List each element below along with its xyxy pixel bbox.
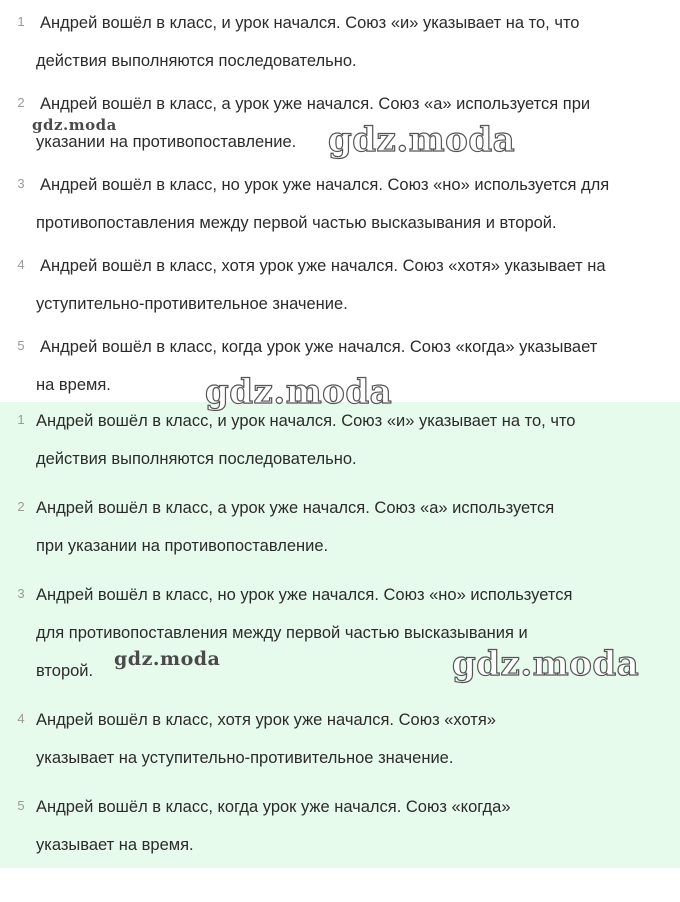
item-text-line: противопоставления между первой частью высказывания и второй. [36,214,557,232]
item-number: 4 [17,711,25,726]
item-number: 1 [17,14,25,29]
watermark-logo: gdz.moda [205,372,393,412]
item-text-line: указании на противопоставление. [36,133,297,151]
item-text-line: указывает на уступительно-противительное значение. [36,749,454,767]
item-text-line: при указании на противопоставление. [36,537,329,555]
watermark-logo: gdz.moda [328,120,516,160]
item-text-line: Андрей вошёл в класс, и урок начался. Союз «и» указывает на то, что [36,412,576,430]
item-text-line: Андрей вошёл в класс, но урок уже начался. Союз «но» используется [36,586,573,604]
watermark-logo: gdz.moda [32,116,117,134]
watermark-logo: gdz.moda [114,648,221,670]
item-text-line: Андрей вошёл в класс, а урок уже начался. Союз «а» используется при [40,95,591,113]
item-number: 3 [17,176,25,191]
item-text-line: действия выполняются последовательно. [36,450,357,468]
item-text-line: указывает на время. [36,836,194,854]
item-number: 3 [17,586,25,601]
answer-block-bottom [0,402,680,868]
item-text-line: Андрей вошёл в класс, а урок уже начался. Союз «а» используется [36,499,555,517]
item-text-line: Андрей вошёл в класс, но урок уже начался. Союз «но» используется для [40,176,610,194]
item-text-line: Андрей вошёл в класс, хотя урок уже начался. Союз «хотя» [36,711,496,729]
item-number: 4 [17,257,25,272]
item-number: 5 [17,338,25,353]
answer-block-top [0,0,680,402]
item-text-line: Андрей вошёл в класс, когда урок уже начался. Союз «когда» указывает [40,338,598,356]
watermark-logo: gdz.moda [452,644,640,684]
item-text-line: Андрей вошёл в класс, когда урок уже начался. Союз «когда» [36,798,511,816]
item-number: 5 [17,798,25,813]
item-number: 2 [17,95,25,110]
item-number: 1 [17,412,25,427]
item-number: 2 [17,499,25,514]
item-text-line: для противопоставления между первой частью высказывания и [36,624,528,642]
item-text-line: уступительно-противительное значение. [36,295,348,313]
item-text-line: Андрей вошёл в класс, и урок начался. Союз «и» указывает на то, что [40,14,580,32]
item-text-line: на время. [36,376,111,394]
item-text-line: второй. [36,662,94,680]
item-text-line: действия выполняются последовательно. [36,52,357,70]
item-text-line: Андрей вошёл в класс, хотя урок уже начался. Союз «хотя» указывает на [40,257,606,275]
